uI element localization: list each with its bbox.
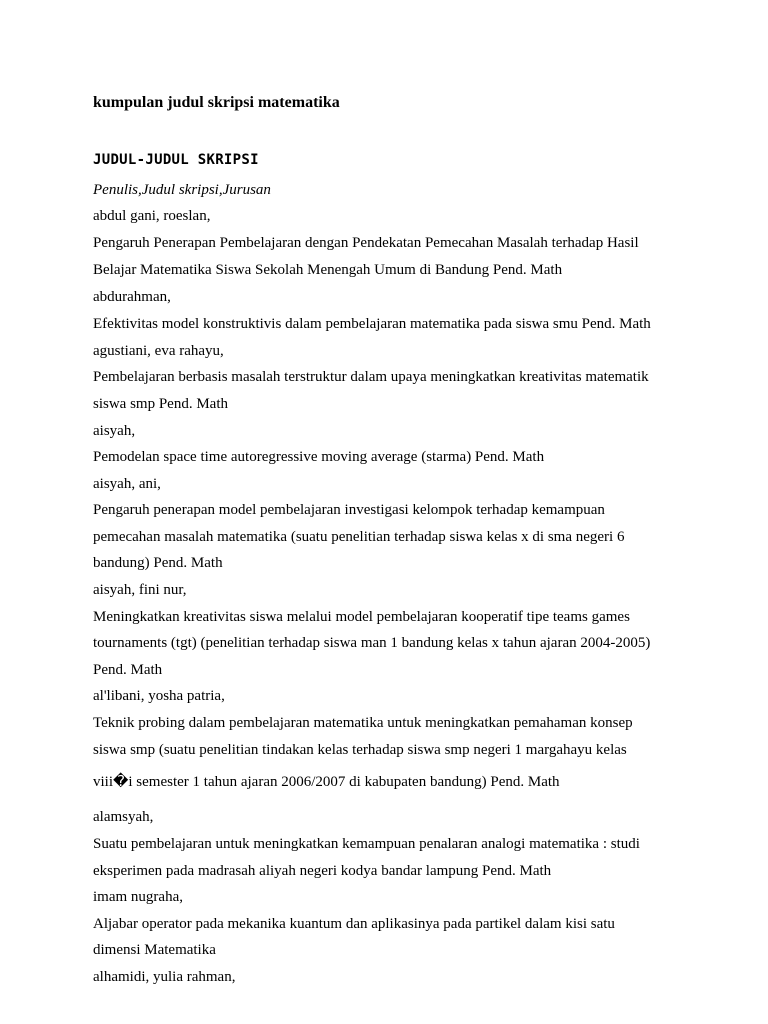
thesis-title-line: Pembelajaran berbasis masalah terstruktur dalam upaya meningkatkan kreativitas matematik bbox=[93, 369, 649, 385]
section-heading: JUDUL-JUDUL SKRIPSI bbox=[93, 152, 259, 168]
author-line: abdurahman, bbox=[93, 289, 171, 305]
thesis-title-line: Teknik probing dalam pembelajaran matematika untuk meningkatkan pemahaman konsep bbox=[93, 715, 633, 731]
author-line: abdul gani, roeslan, bbox=[93, 208, 211, 224]
thesis-title-line: tournaments (tgt) (penelitian terhadap siswa man 1 bandung kelas x tahun ajaran 2004-2005) bbox=[93, 635, 651, 651]
thesis-title-line: bandung) Pend. Math bbox=[93, 555, 223, 571]
thesis-title-line: Pengaruh Penerapan Pembelajaran dengan Pendekatan Pemecahan Masalah terhadap Hasil bbox=[93, 235, 639, 251]
columns-line: Penulis,Judul skripsi,Jurusan bbox=[93, 182, 271, 198]
thesis-title-line: pemecahan masalah matematika (suatu penelitian terhadap siswa kelas x di sma negeri 6 bbox=[93, 529, 625, 545]
author-line: aisyah, ani, bbox=[93, 476, 161, 492]
thesis-title-line: Aljabar operator pada mekanika kuantum dan aplikasinya pada partikel dalam kisi satu bbox=[93, 916, 615, 932]
thesis-title-line: Belajar Matematika Siswa Sekolah Menengah Umum di Bandung Pend. Math bbox=[93, 262, 563, 278]
author-line: al'libani, yosha patria, bbox=[93, 688, 225, 704]
thesis-title-line: Pend. Math bbox=[93, 662, 163, 678]
document-title: kumpulan judul skripsi matematika bbox=[93, 94, 340, 111]
thesis-title-line: Pemodelan space time autoregressive moving average (starma) Pend. Math bbox=[93, 449, 545, 465]
thesis-title-line: Meningkatkan kreativitas siswa melalui model pembelajaran kooperatif tipe teams games bbox=[93, 609, 630, 625]
thesis-title-line: dimensi Matematika bbox=[93, 942, 216, 958]
thesis-title-line: Efektivitas model konstruktivis dalam pembelajaran matematika pada siswa smu Pend. Math bbox=[93, 316, 651, 332]
thesis-title-line: viii�i semester 1 tahun ajaran 2006/2007 di kabupaten bandung) Pend. Math bbox=[93, 774, 560, 790]
thesis-title-line: siswa smp (suatu penelitian tindakan kelas terhadap siswa smp negeri 1 margahayu kelas bbox=[93, 742, 627, 758]
thesis-title-line: Suatu pembelajaran untuk meningkatkan kemampuan penalaran analogi matematika : studi bbox=[93, 836, 640, 852]
author-line: aisyah, fini nur, bbox=[93, 582, 187, 598]
author-line: alhamidi, yulia rahman, bbox=[93, 969, 236, 985]
thesis-title-line: Pengaruh penerapan model pembelajaran investigasi kelompok terhadap kemampuan bbox=[93, 502, 605, 518]
author-line: agustiani, eva rahayu, bbox=[93, 343, 224, 359]
thesis-title-line: eksperimen pada madrasah aliyah negeri kodya bandar lampung Pend. Math bbox=[93, 863, 552, 879]
thesis-title-line: siswa smp Pend. Math bbox=[93, 396, 228, 412]
author-line: imam nugraha, bbox=[93, 889, 183, 905]
author-line: alamsyah, bbox=[93, 809, 154, 825]
author-line: aisyah, bbox=[93, 423, 136, 439]
